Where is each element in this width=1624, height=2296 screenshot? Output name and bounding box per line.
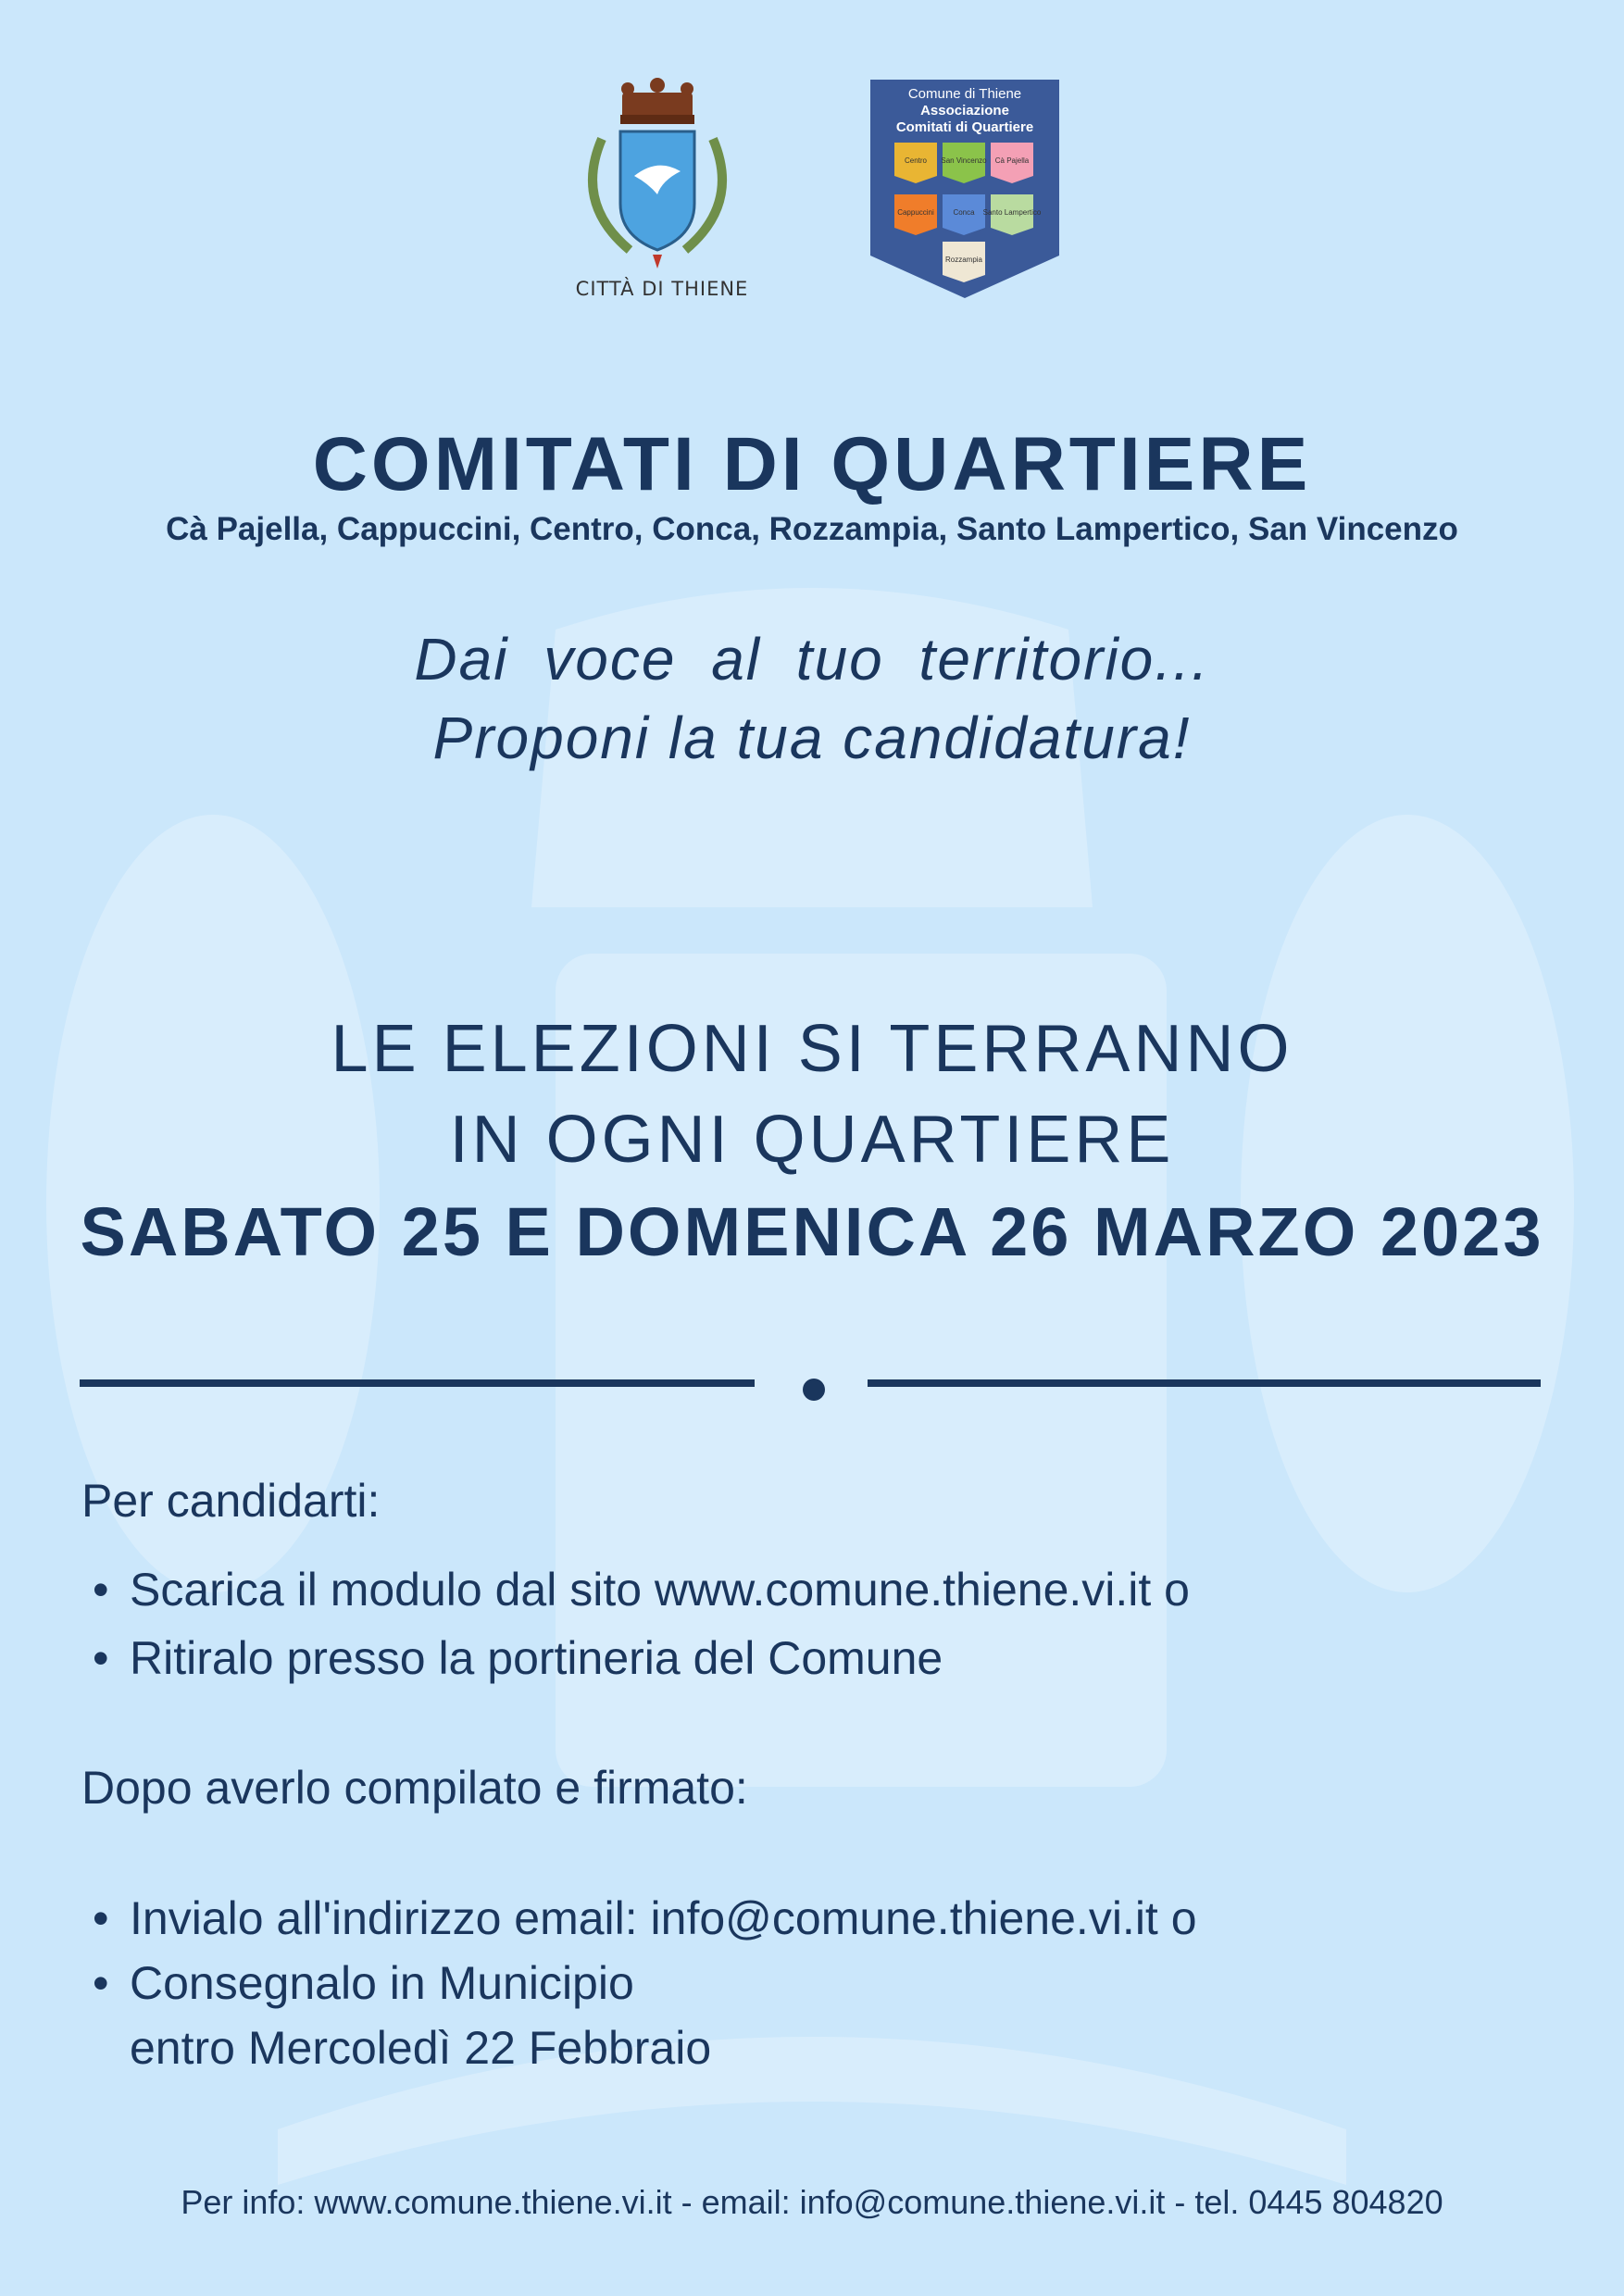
- city-logo-caption: CITTÀ DI THIENE: [575, 278, 749, 300]
- neighborhood-tile-label: Conca: [953, 208, 975, 217]
- instructions-intro: Per candidarti:: [81, 1475, 381, 1527]
- assoc-line1: Comune di Thiene: [907, 86, 1022, 102]
- elections-line-1: LE ELEZIONI SI TERRANNO: [331, 1012, 1293, 1086]
- slogan-line-2: Proponi la tua candidatura!: [432, 705, 1192, 771]
- elections-line-2: IN OGNI QUARTIERE: [449, 1103, 1175, 1177]
- neighborhood-tile-label: Cà Pajella: [994, 156, 1030, 165]
- neighborhood-tile-label: Cappuccini: [897, 208, 934, 217]
- slogan-line-1: Dai voce al tuo territorio...: [414, 626, 1210, 693]
- city-crest-icon: [565, 74, 750, 278]
- page-title: COMITATI DI QUARTIERE: [312, 422, 1312, 506]
- neighborhood-tile-label: Santo Lampertico: [982, 208, 1042, 217]
- neighborhood-tile-label: San Vincenzo: [941, 156, 987, 165]
- list-item: • Scarica il modulo dal sito www.comune.thiene.vi.it o: [93, 1564, 1190, 1616]
- option-pickup: Ritiralo presso la portineria del Comune: [130, 1632, 943, 1684]
- submit-townhall: Consegnalo in Municipio: [130, 1957, 634, 2009]
- association-logo: [870, 80, 1059, 298]
- election-date: SABATO 25 E DOMENICA 26 MARZO 2023: [80, 1193, 1544, 1270]
- footer-contact-info: Per info: www.comune.thiene.vi.it - email: info@comune.thiene.vi.it - tel. 0445 804820: [181, 2183, 1443, 2221]
- association-badge-icon: [870, 80, 1059, 298]
- city-of-thiene-logo: [565, 74, 750, 315]
- assoc-line3: Comitati di Quartiere: [895, 119, 1034, 135]
- list-item: • Invialo all'indirizzo email: info@comune.thiene.vi.it o: [93, 1892, 1197, 1944]
- section-divider: [0, 1361, 1624, 1407]
- neighborhood-tile-label: Rozzampia: [944, 256, 983, 264]
- neighborhood-tile-label: Centro: [904, 156, 928, 165]
- submit-email: Invialo all'indirizzo email: info@comune.thiene.vi.it o: [130, 1892, 1197, 1944]
- neighborhood-list: Cà Pajella, Cappuccini, Centro, Conca, Rozzampia, Santo Lampertico, San Vincenzo: [166, 511, 1458, 547]
- instructions-after: Dopo averlo compilato e firmato:: [81, 1762, 748, 1814]
- option-download: Scarica il modulo dal sito www.comune.thiene.vi.it o: [130, 1564, 1190, 1616]
- submission-deadline: entro Mercoledì 22 Febbraio: [130, 2022, 712, 2074]
- list-item: • Ritiralo presso la portineria del Comune: [93, 1632, 943, 1684]
- list-item: • Consegnalo in Municipio: [93, 1957, 634, 2009]
- assoc-line2: Associazione: [920, 103, 1009, 119]
